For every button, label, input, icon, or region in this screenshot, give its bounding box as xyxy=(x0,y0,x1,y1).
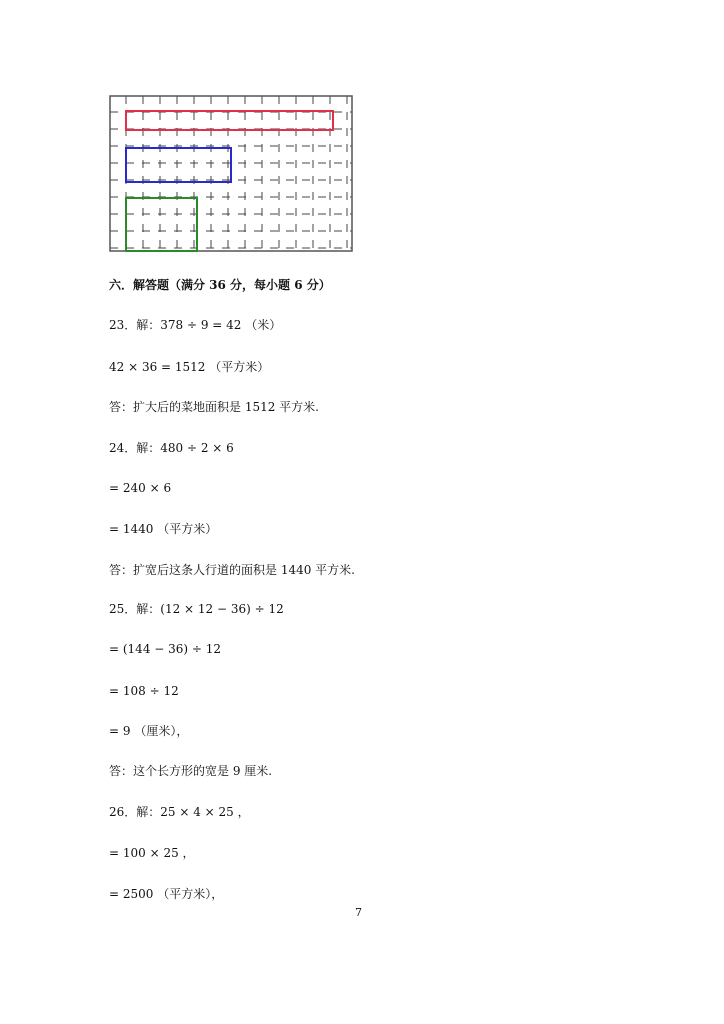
red-rectangle xyxy=(126,111,333,130)
green-rectangle xyxy=(126,198,197,251)
page-number: 7 xyxy=(355,906,362,919)
grid-figure xyxy=(109,95,353,252)
problem-24-line-2: = 240 × 6 xyxy=(109,481,172,495)
problem-24-line-3: = 1440 （平方米） xyxy=(109,522,218,536)
section-heading: 六．解答题（满分 36 分，每小题 6 分） xyxy=(109,278,331,292)
problem-26-line-1: 26．解：25 × 4 × 25 ， xyxy=(109,805,250,819)
blue-rectangle xyxy=(126,148,231,182)
problem-23-line-1: 23．解：378 ÷ 9 = 42 （米） xyxy=(109,318,282,332)
problem-26-line-3: = 2500 （平方米）， xyxy=(109,887,224,901)
problem-25-line-2: = (144 − 36) ÷ 12 xyxy=(109,642,222,656)
problem-23-line-2: 42 × 36 = 1512 （平方米） xyxy=(109,360,270,374)
problem-24-answer: 答：扩宽后这条人行道的面积是 1440 平方米. xyxy=(109,563,355,577)
problem-24-line-1: 24．解：480 ÷ 2 × 6 xyxy=(109,441,234,455)
problem-26-line-2: = 100 × 25 ， xyxy=(109,846,195,860)
problem-25-line-4: = 9 （厘米）， xyxy=(109,724,189,738)
problem-25-answer: 答：这个长方形的宽是 9 厘米. xyxy=(109,764,273,778)
problem-23-answer: 答：扩大后的菜地面积是 1512 平方米. xyxy=(109,400,319,414)
problem-25-line-1: 25．解：(12 × 12 − 36) ÷ 12 xyxy=(109,602,284,616)
problem-25-line-3: = 108 ÷ 12 xyxy=(109,684,179,698)
